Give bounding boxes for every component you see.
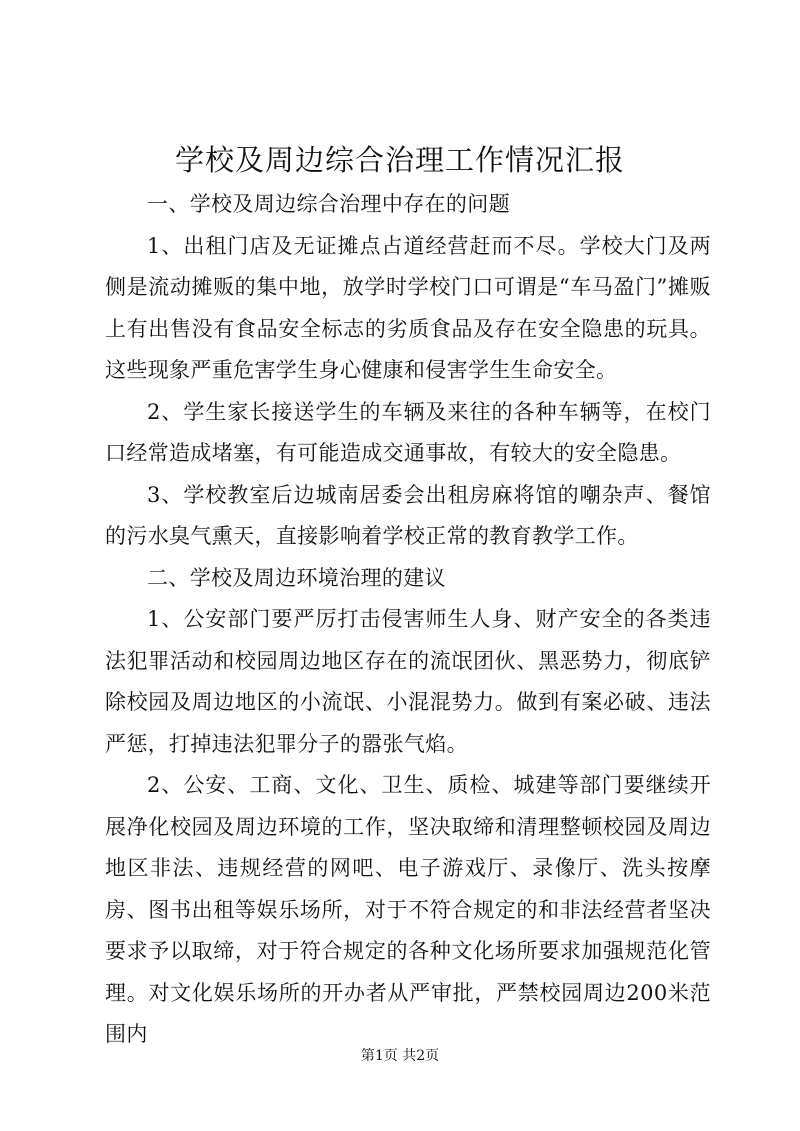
paragraph-noise: 3、学校教室后边城南居委会出租房麻将馆的嘲杂声、餐馆的污水臭气熏天，直接影响着学校正常的教育教学工作。	[105, 482, 711, 548]
paragraph-police: 1、公安部门要严厉打击侵害师生人身、财产安全的各类违法犯罪活动和校园周边地区存在的流氓团伙、黑恶势力，彻底铲除校园及周边地区的小流氓、小混混势力。做到有案必破、违法严惩，打掉违法犯罪分子的嚣张气焰。	[105, 607, 711, 756]
document-title: 学校及周边综合治理工作情况汇报	[174, 143, 625, 177]
section-heading-problems: 一、学校及周边综合治理中存在的问题	[147, 192, 510, 216]
paragraph-departments: 2、公安、工商、文化、卫生、质检、城建等部门要继续开展净化校园及周边环境的工作，坚决取缔和清理整顿校园及周边地区非法、违规经营的网吧、电子游戏厅、录像厅、洗头按摩房、图书出租等娱乐场所，对于不符合规定的和非法经营者坚决要求予以取缔，对于符合规定的各种文化场所要求加强规范化管理。对文化娱乐场所的开办者从严审批，严禁校园周边200米范围内	[105, 773, 711, 1046]
page-footer: 第1页 共2页	[360, 1048, 440, 1064]
paragraph-vendors: 1、出租门店及无证摊点占道经营赶而不尽。学校大门及两侧是流动摊贩的集中地，放学时学校门口可谓是“车马盈门”摊贩上有出售没有食品安全标志的劣质食品及存在安全隐患的玩具。这些现象严重危害学生身心健康和侵害学生生命安全。	[105, 233, 711, 382]
document-body	[105, 184, 711, 1056]
paragraph-traffic: 2、学生家长接送学生的车辆及来往的各种车辆等，在校门口经常造成堵塞，有可能造成交通事故，有较大的安全隐患。	[105, 399, 711, 465]
section-heading-suggestions: 二、学校及周边环境治理的建议	[147, 565, 446, 590]
